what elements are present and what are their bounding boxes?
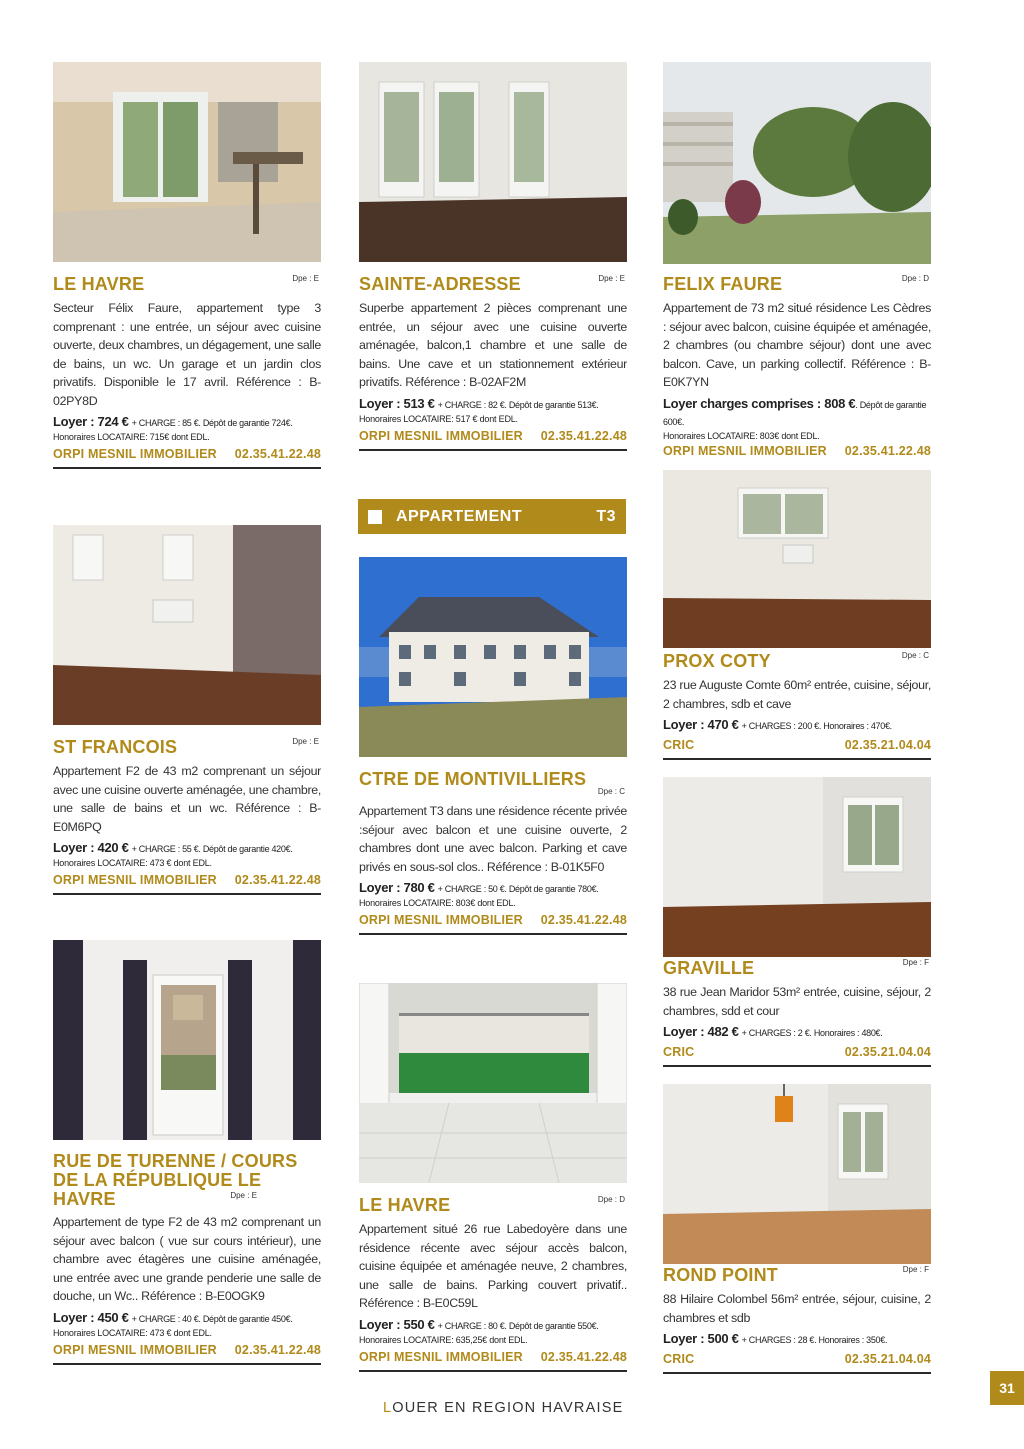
footer-text: OUER EN REGION HAVRAISE <box>392 1400 624 1416</box>
agency-phone: 02.35.41.22.48 <box>540 913 627 927</box>
balcony-icon <box>359 983 627 1183</box>
rent-line <box>359 880 627 897</box>
listing-rue-de-turenne <box>53 940 321 1380</box>
agency-line <box>53 873 321 887</box>
listing-title: CTRE DE MONTIVILLIERS <box>359 769 587 789</box>
listing-photo <box>663 62 931 264</box>
dpe-label: Dpe : D <box>597 1195 625 1204</box>
agency-name: ORPI MESNIL IMMOBILIER <box>359 1349 523 1364</box>
agency-phone: 02.35.21.04.04 <box>844 738 931 752</box>
listing-le-havre-1 <box>53 62 321 487</box>
divider <box>53 1363 321 1365</box>
agency-name: ORPI MESNIL IMMOBILIER <box>359 428 523 443</box>
listing-title: LE HAVRE <box>53 274 145 294</box>
building-icon <box>359 557 627 757</box>
agency-line <box>359 429 627 443</box>
rent-amount: Loyer : 500 € <box>663 1331 739 1346</box>
listing-description: Secteur Félix Faure, appartement type 3 comprenant : une entrée, un séjour avec cuisine ouverte, deux chambres, un dégagement, une salle de bains, un wc. Un garage et un jardin clos privatifs. Disponible le 17 avril. Référence : B-02PY8D <box>53 301 322 408</box>
listing-le-havre-2 <box>359 983 627 1383</box>
listing-rond-point <box>663 1084 931 1384</box>
listing-st-francois <box>53 525 321 885</box>
rent-detail: + CHARGES : 28 €. Honoraires : 350€. <box>741 1335 888 1345</box>
agency-line <box>359 1350 627 1364</box>
rent-amount: Loyer : 450 € <box>53 1309 129 1325</box>
fees-line: Honoraires LOCATAIRE: 473 € dont EDL. <box>53 858 212 868</box>
fees-line: Honoraires LOCATAIRE: 803€ dont EDL. <box>359 898 516 908</box>
listing-title: GRAVILLE <box>663 958 755 978</box>
rent-line <box>663 717 931 734</box>
fees-line: Honoraires LOCATAIRE: 803€ dont EDL. <box>663 430 820 441</box>
fees-line: Honoraires LOCATAIRE: 635,25€ dont EDL. <box>359 1334 528 1345</box>
rent-line <box>663 396 931 430</box>
badge-type: T3 <box>596 507 616 525</box>
agency-phone: 02.35.41.22.48 <box>540 428 627 443</box>
rent-amount: Loyer : 550 € <box>359 1316 435 1332</box>
room-icon <box>663 777 931 957</box>
listing-description: Appartement T3 dans une résidence récente privée :séjour avec balcon et une cuisine ouverte, 2 chambres dont une avec balcon. Parking et cave privés en sous-sol clos.. Référence : B-01K5F0 <box>359 804 627 874</box>
listing-photo <box>663 777 931 957</box>
rent-detail: + CHARGE : 55 €. Dépôt de garantie 420€. <box>131 844 293 854</box>
rent-line <box>663 1331 931 1348</box>
listing-title: PROX COTY <box>663 651 771 671</box>
rent-detail: + CHARGE : 85 €. Dépôt de garantie 724€. <box>131 418 293 428</box>
agency-line <box>663 1045 931 1059</box>
listing-header <box>359 274 627 296</box>
rent-detail: + CHARGE : 80 €. Dépôt de garantie 550€. <box>437 1320 599 1331</box>
agency-line <box>663 1352 931 1366</box>
garden-icon <box>663 62 931 264</box>
rent-detail: + CHARGES : 2 €. Honoraires : 480€. <box>741 1028 883 1038</box>
agency-line <box>663 738 931 752</box>
dpe-label: Dpe : E <box>292 274 319 283</box>
listing-header <box>663 274 931 296</box>
listing-photo <box>53 940 321 1140</box>
agency-phone: 02.35.21.04.04 <box>844 1045 931 1059</box>
listing-description: Appartement F2 de 43 m2 comprenant un séjour avec une cuisine ouverte aménagée, une chambre, une salle de bains et un wc. Référence : B-E0M6PQ <box>53 764 321 834</box>
divider <box>359 449 627 451</box>
divider <box>663 1065 931 1067</box>
page-number: 31 <box>990 1371 1024 1405</box>
fees-line: Honoraires LOCATAIRE: 473 € dont EDL. <box>53 1327 212 1338</box>
listing-header <box>663 1265 931 1287</box>
agency-name: ORPI MESNIL IMMOBILIER <box>359 913 523 927</box>
room-icon <box>663 470 931 648</box>
listing-header <box>359 769 627 799</box>
listing-photo <box>359 983 627 1183</box>
rent-detail: + CHARGE : 40 €. Dépôt de garantie 450€. <box>131 1313 293 1324</box>
room-icon <box>359 62 627 262</box>
agency-name: ORPI MESNIL IMMOBILIER <box>53 1342 217 1357</box>
agency-name: CRIC <box>663 1045 695 1059</box>
agency-line <box>663 444 931 458</box>
listing-description: Appartement de type F2 de 43 m2 comprenant un séjour avec balcon ( vue sur cours intérieur), une chambre avec étagères une cuisine aménagée, une entrée avec une grande penderie une salle de douche, un Wc.. Référence : B-E0OGK9 <box>53 1215 321 1303</box>
rent-amount: Loyer : 780 € <box>359 880 435 895</box>
rent-line <box>359 396 627 413</box>
window-icon <box>53 940 321 1140</box>
listing-title: LE HAVRE <box>359 1195 451 1215</box>
agency-phone: 02.35.41.22.48 <box>844 443 931 458</box>
agency-name: CRIC <box>663 738 695 752</box>
fees-line: Honoraires LOCATAIRE: 715€ dont EDL. <box>53 432 210 442</box>
agency-line <box>53 1343 321 1357</box>
fees-line: Honoraires LOCATAIRE: 517 € dont EDL. <box>359 413 518 424</box>
room-icon <box>53 525 321 725</box>
dpe-label: Dpe : D <box>901 274 929 283</box>
agency-phone: 02.35.41.22.48 <box>234 1342 321 1357</box>
dpe-label: Dpe : C <box>597 787 625 796</box>
listing-description: Appartement situé 26 rue Labedoyère dans une résidence récente avec séjour accès balcon, cuisine équipée et aménagée neuve, 2 chambres, une salle de bains. Parking couvert privatif.. Référence : B-E0C59L <box>359 1222 627 1310</box>
rent-line <box>53 414 321 431</box>
agency-name: ORPI MESNIL IMMOBILIER <box>53 873 217 887</box>
listing-title: SAINTE-ADRESSE <box>359 274 521 294</box>
dpe-label: Dpe : E <box>598 274 625 283</box>
square-icon <box>368 510 382 524</box>
agency-phone: 02.35.21.04.04 <box>844 1352 931 1366</box>
listing-header <box>359 1195 627 1217</box>
rent-amount: Loyer : 470 € <box>663 717 739 732</box>
agency-name: ORPI MESNIL IMMOBILIER <box>53 447 217 461</box>
listing-description: Superbe appartement 2 pièces comprenant une entrée, un séjour avec une cuisine ouverte aménagée, balcon,1 chambre et une salle de bains. Une cave et un stationnement extérieur privatifs. Référence : B-02AF2M <box>359 301 627 389</box>
rent-amount: Loyer : 513 € <box>359 395 435 411</box>
listing-photo <box>359 557 627 757</box>
rent-line <box>359 1317 627 1334</box>
listing-photo <box>53 62 321 262</box>
listing-photo <box>663 470 931 648</box>
agency-name: CRIC <box>663 1352 695 1366</box>
badge-label: APPARTEMENT <box>396 507 523 525</box>
divider <box>663 1372 931 1374</box>
divider <box>359 1370 627 1372</box>
rent-detail: . Dépôt de garantie 600€. <box>663 399 927 427</box>
agency-phone: 02.35.41.22.48 <box>540 1349 627 1364</box>
dpe-label: Dpe : E <box>230 1191 257 1200</box>
agency-phone: 02.35.41.22.48 <box>234 873 321 887</box>
rent-line <box>53 840 321 857</box>
rent-detail: + CHARGE : 50 €. Dépôt de garantie 780€. <box>437 884 599 894</box>
listing-sainte-adresse <box>359 62 627 487</box>
listing-photo <box>53 525 321 725</box>
listing-photo <box>663 1084 931 1264</box>
dpe-label: Dpe : C <box>901 651 929 660</box>
listing-prox-coty <box>663 470 931 770</box>
room-icon <box>663 1084 931 1264</box>
dpe-label: Dpe : E <box>292 737 319 746</box>
agency-name: ORPI MESNIL IMMOBILIER <box>663 443 827 458</box>
rent-amount: Loyer : 482 € <box>663 1024 739 1039</box>
rent-line <box>663 1024 931 1041</box>
listing-header <box>53 737 321 759</box>
listing-header <box>53 1152 321 1210</box>
category-badge <box>358 499 626 534</box>
rent-amount: Loyer charges comprises : 808 € <box>663 395 856 411</box>
divider <box>53 893 321 895</box>
divider <box>53 467 321 469</box>
listing-title: ROND POINT <box>663 1265 779 1285</box>
room-icon <box>53 62 321 262</box>
rent-amount: Loyer : 724 € <box>53 414 129 429</box>
listing-header <box>663 958 931 980</box>
rent-detail: + CHARGE : 82 €. Dépôt de garantie 513€. <box>437 399 599 410</box>
listing-description: 88 Hilaire Colombel 56m² entrée, séjour, cuisine, 2 chambres et sdb <box>663 1292 931 1325</box>
rent-amount: Loyer : 420 € <box>53 840 129 855</box>
listing-description: 23 rue Auguste Comte 60m² entrée, cuisine, séjour, 2 chambres, sdb et cave <box>663 678 931 711</box>
listing-graville <box>663 777 931 1077</box>
divider <box>663 758 931 760</box>
listing-header <box>663 651 931 673</box>
listing-felix-faure <box>663 62 931 462</box>
agency-line <box>53 447 321 461</box>
rent-line <box>53 1310 321 1327</box>
listing-title: ST FRANCOIS <box>53 737 178 757</box>
agency-phone: 02.35.41.22.48 <box>234 447 321 461</box>
listing-title: FELIX FAURE <box>663 274 783 294</box>
page-footer <box>383 1400 623 1416</box>
dpe-label: Dpe : F <box>902 958 929 967</box>
divider <box>359 933 627 935</box>
listing-description: 38 rue Jean Maridor 53m² entrée, cuisine, séjour, 2 chambres, sdd et cour <box>663 985 931 1018</box>
listing-header <box>53 274 321 296</box>
dpe-label: Dpe : F <box>902 1265 929 1274</box>
agency-line <box>359 913 627 927</box>
footer-first-letter: L <box>383 1400 393 1416</box>
listing-photo <box>359 62 627 262</box>
rent-detail: + CHARGES : 200 €. Honoraires : 470€. <box>741 721 892 731</box>
listing-ctre-de-montivilliers <box>359 557 627 957</box>
listing-description: Appartement de 73 m2 situé résidence Les Cèdres : séjour avec balcon, cuisine équipée et aménagée, 2 chambres (ou chambre séjour) dont une avec balcon. Cave, un parking collectif. Référence : B-E0K7YN <box>663 301 931 389</box>
listing-title: RUE DE TURENNE / COURS DE LA RÉPUBLIQUE LE HAVRE <box>53 1151 298 1209</box>
